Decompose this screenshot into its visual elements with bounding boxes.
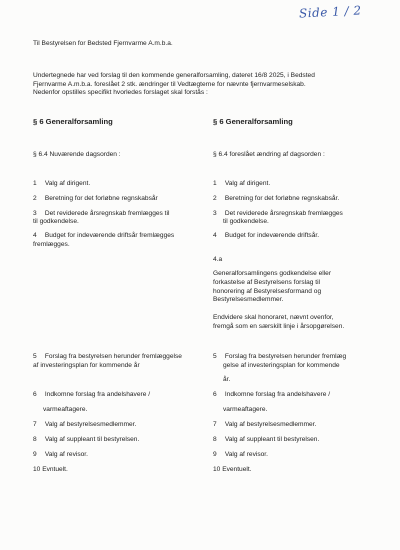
right-item-6-cont: varmeaftagere. [223,406,268,413]
left-item-6-cont: varmeaftagere. [43,406,88,413]
right-item-4 [213,231,319,240]
right-heading: § 6 Generalforsamling [213,117,293,126]
left-item-5-cont: af investeringsplan for kommende år [33,362,140,369]
left-item-4-cont: fremlægges. [33,241,70,248]
right-item-5-cont-1: gelse af investeringsplan for kommende [223,362,340,369]
right-item-1 [213,179,270,188]
right-item-8 [213,435,319,444]
item-text: Det reviderede årsregnskab fremlægges [224,210,343,217]
left-item-4 [33,231,174,240]
right-item-2 [213,194,339,203]
item-number: 4 [33,232,37,239]
item-text: Indkomne forslag fra andelshavere / [224,391,331,398]
left-heading: § 6 Generalforsamling [33,117,113,126]
right-subheading: § 6.4 foreslået ændring af dagsorden : [213,151,325,158]
item-text: Eventuelt. [222,466,252,473]
item-text: Det reviderede årsregnskab fremlægges til [44,210,170,217]
intro-line-1: Undertegnede har ved forslag til den kommende generalforsamling, dateret 16/8 2025, i Bedsted [33,72,315,79]
item-number: 3 [33,210,37,217]
right-item-5 [213,352,346,361]
item-number: 5 [213,353,217,360]
item-text: Evntuelt. [42,466,68,473]
item-number: 5 [33,353,37,360]
item-text: Valg af dirigent. [224,180,271,187]
item-number: 4 [213,232,217,239]
item-number: 7 [33,421,37,428]
item-text: Indkomne forslag fra andelshavere / [44,391,151,398]
item-number: 2 [213,195,217,202]
item-text: Valg af bestyrelsesmedlemmer. [44,421,137,428]
right-item-9 [213,450,268,459]
item-number: 7 [213,421,217,428]
item-number: 10 [33,466,41,473]
item-text: Valg af dirigent. [44,180,91,187]
right-item-4a-line-3: honorering af Bestyrelsesformand og [213,288,322,295]
item-text: Beretning for det forløbne regnskabsår. [224,195,340,202]
item-text: Forslag fra bestyrelsen herunder fremlæg [224,353,347,360]
item-number: 9 [33,451,37,458]
left-item-6 [33,390,150,399]
left-item-7 [33,420,136,429]
item-number: 6 [33,391,37,398]
left-item-3-cont: til godkendelse. [33,218,79,225]
item-text: Budget for indeværende driftsår. [224,232,320,239]
right-item-7 [213,420,316,429]
right-item-6 [213,390,330,399]
right-item-4a-note-1: Endvidere skal honoraret, nævnt ovenfor, [213,314,334,321]
right-item-3-cont: til godkendelse. [223,218,269,225]
item-number: 1 [213,180,217,187]
item-text: Valg af suppleant til bestyrelsen. [224,436,320,443]
item-text: Forslag fra bestyrelsen herunder fremlæggelse [44,353,182,360]
item-text: Valg af suppleant til bestyrelsen. [44,436,140,443]
item-number: 1 [33,180,37,187]
right-item-4a-note-2: fremgå som en særskilt linje i årsopgørelsen. [213,323,345,330]
right-item-4a-line-2: forkastelse af Bestyrelsens forslag til [213,279,321,286]
left-item-10 [33,465,68,474]
right-item-5-cont-2: år. [223,376,231,383]
item-text: Valg af revisor. [44,451,88,458]
left-item-5 [33,352,182,361]
item-number: 8 [33,436,37,443]
item-text: Valg af bestyrelsesmedlemmer. [224,421,317,428]
item-number: 9 [213,451,217,458]
left-subheading: § 6.4 Nuværende dagsorden : [33,151,121,158]
handwritten-page-note: Side 1 / 2 [298,3,362,21]
item-number: 3 [213,210,217,217]
left-item-2 [33,194,158,203]
right-item-4a-line-4: Bestyrelsesmedlemmer. [213,296,284,303]
right-item-10 [213,465,252,474]
addressee: Til Bestyrelsen for Bedsted Fjernvarme A.m.b.a. [33,40,173,47]
left-item-8 [33,435,139,444]
item-number: 8 [213,436,217,443]
item-number: 10 [213,466,221,473]
item-number: 2 [33,195,37,202]
right-item-4a-label: 4.a [213,256,223,263]
item-text: Valg af revisor. [224,451,268,458]
intro-line-2: Fjernvarme A.m.b.a. foreslået 2 stk. ændringer til Vedtægterne for nævnte fjernvarmeselskab. [33,81,306,88]
left-item-9 [33,450,88,459]
right-item-4a-line-1: Generalforsamlingens godkendelse eller [213,270,332,277]
item-text: Beretning for det forløbne regnskabsår [44,195,158,202]
item-text: Budget for indeværende driftsår fremlægges [44,232,175,239]
intro-line-3: Nedenfor opstilles specifikt hvorledes forslaget skal forstås : [33,89,208,96]
left-item-1 [33,179,90,188]
item-number: 6 [213,391,217,398]
